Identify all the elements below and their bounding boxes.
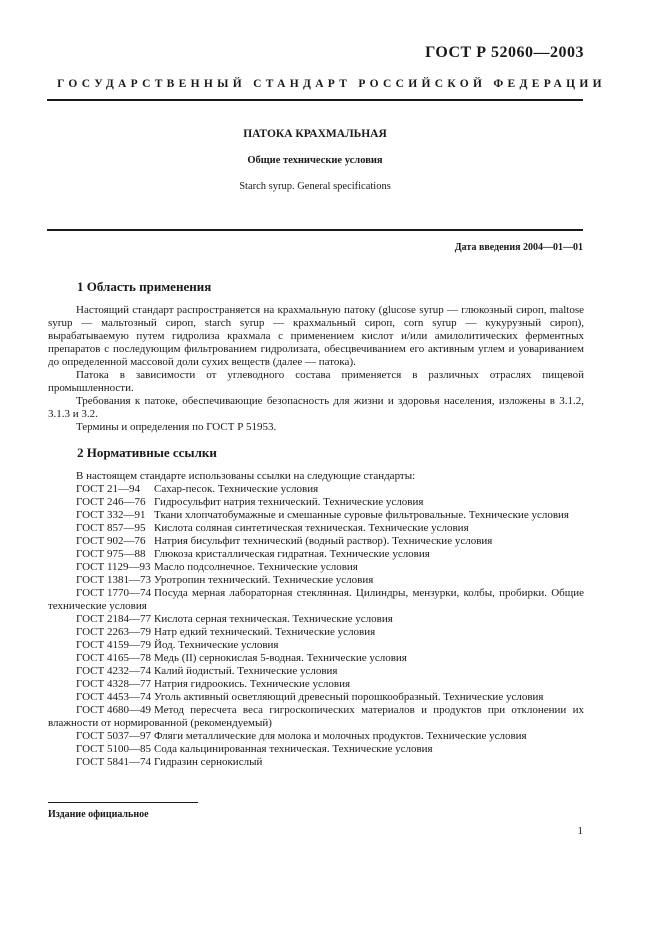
reference-item	[48, 509, 584, 522]
reference-item	[48, 652, 584, 665]
section-2-heading: 2 Нормативные ссылки	[77, 445, 217, 460]
reference-title: Масло подсолнечное. Технические условия	[154, 561, 358, 573]
paragraph: Патока в зависимости от углеводного состава применяется в различных отраслях пищевой промышленности.	[48, 369, 584, 394]
reference-item	[48, 535, 584, 548]
reference-code: ГОСТ 975—88	[76, 548, 146, 560]
page-number: 1	[577, 825, 583, 837]
reference-code: ГОСТ 5841—74	[76, 756, 151, 768]
reference-code: ГОСТ 1381—73	[76, 574, 151, 586]
reference-code: ГОСТ 5037—97	[76, 730, 151, 742]
reference-code: ГОСТ 4328—77	[76, 678, 151, 690]
reference-code: ГОСТ 21—94	[76, 483, 140, 495]
reference-item	[48, 522, 584, 535]
reference-title: Гидразин сернокислый	[154, 756, 263, 768]
reference-item	[48, 561, 584, 574]
reference-title: Натрия бисульфит технический (водный раствор). Технические условия	[154, 535, 493, 547]
reference-code: ГОСТ 4165—78	[76, 652, 151, 664]
reference-code: ГОСТ 2263—79	[76, 626, 151, 638]
reference-title: Сахар-песок. Технические условия	[154, 483, 319, 495]
header-rule	[47, 99, 583, 101]
reference-item	[48, 704, 584, 730]
reference-title: Йод. Технические условия	[154, 639, 279, 651]
reference-item	[48, 626, 584, 639]
reference-title: Глюкоза кристаллическая гидратная. Технические условия	[154, 548, 430, 560]
reference-code: ГОСТ 246—76	[76, 496, 146, 508]
reference-code: ГОСТ 4680—49	[76, 704, 151, 716]
intro-date: Дата введения 2004—01—01	[454, 242, 583, 253]
reference-item	[48, 548, 584, 561]
reference-code: ГОСТ 2184—77	[76, 613, 151, 625]
reference-code: ГОСТ 1129—93	[76, 561, 151, 573]
footer-rule	[48, 802, 198, 803]
document-subtitle: Общие технические условия	[247, 155, 383, 166]
references-intro: В настоящем стандарте использованы ссылки на следующие стандарты:	[76, 470, 416, 482]
paragraph: Требования к патоке, обеспечивающие безопасность для жизни и здоровья населения, изложены в 3.1.2, 3.1.3 и 3.2.	[48, 395, 584, 420]
reference-title: Натр едкий технический. Технические условия	[154, 626, 376, 638]
reference-title: Кислота серная техническая. Технические условия	[154, 613, 393, 625]
reference-item	[48, 587, 584, 613]
paragraph: Настоящий стандарт распространяется на крахмальную патоку (glucose syrup — глюкозный сироп, maltose syrup — мальтозный сироп, starch syrup — крахмальный сироп, corn syrup — кукурузный сироп), вырабатываемую путем гидролиза крахмала с применением кислот и/или амилолитических ферментных препаратов с последующим фильтрованием гидролизата, обесцвечиванием его активным углем и уовариванием до определенной массовой доли сухих веществ (далее — патока).	[48, 304, 584, 368]
reference-title: Метод пересчета веса гигроскопических материалов и продуктов при отклонении их влажности от нормированной (рекомендуемый)	[48, 704, 584, 729]
reference-title: Сода кальцинированная техническая. Технические условия	[154, 743, 433, 755]
reference-item	[48, 691, 584, 704]
reference-code: ГОСТ 4232—74	[76, 665, 151, 677]
reference-code: ГОСТ 1770—74	[76, 587, 151, 599]
reference-title: Посуда мерная лабораторная стеклянная. Цилиндры, мензурки, колбы, пробирки. Общие технические условия	[48, 587, 584, 612]
reference-code: ГОСТ 332—91	[76, 509, 146, 521]
reference-title: Натрия гидроокись. Технические условия	[154, 678, 351, 690]
reference-title: Фляги металлические для молока и молочных продуктов. Технические условия	[154, 730, 527, 742]
document-title: ПАТОКА КРАХМАЛЬНАЯ	[243, 128, 387, 140]
reference-title: Гидросульфит натрия технический. Технические условия	[154, 496, 424, 508]
reference-item	[48, 483, 584, 496]
references-list	[48, 470, 584, 769]
english-title: Starch syrup. General specifications	[239, 181, 391, 192]
reference-item	[48, 613, 584, 626]
reference-code: ГОСТ 902—76	[76, 535, 146, 547]
reference-title: Калий йодистый. Технические условия	[154, 665, 338, 677]
reference-code: ГОСТ 4453—74	[76, 691, 151, 703]
paragraph: Термины и определения по ГОСТ Р 51953.	[76, 421, 277, 433]
reference-title: Уголь активный осветляющий древесный порошкообразный. Технические условия	[154, 691, 544, 703]
reference-title: Уротропин технический. Технические условия	[154, 574, 374, 586]
reference-title: Кислота соляная синтетическая техническая. Технические условия	[154, 522, 469, 534]
section-1-heading: 1 Область применения	[77, 279, 212, 294]
section-1-body	[48, 304, 584, 434]
gost-number: ГОСТ Р 52060—2003	[425, 44, 584, 61]
reference-item	[48, 756, 584, 769]
reference-item	[48, 678, 584, 691]
reference-item	[48, 639, 584, 652]
reference-title: Медь (II) сернокислая 5-водная. Технические условия	[154, 652, 407, 664]
title-rule	[47, 229, 583, 231]
reference-title: Ткани хлопчатобумажные и смешанные суровые фильтровальные. Технические условия	[154, 509, 569, 521]
reference-item	[48, 574, 584, 587]
reference-code: ГОСТ 4159—79	[76, 639, 151, 651]
reference-item	[48, 743, 584, 756]
reference-item	[48, 730, 584, 743]
official-edition-label: Издание официальное	[48, 809, 149, 820]
reference-code: ГОСТ 5100—85	[76, 743, 151, 755]
reference-code: ГОСТ 857—95	[76, 522, 146, 534]
reference-item	[48, 496, 584, 509]
state-standard-header: ГОСУДАРСТВЕННЫЙ СТАНДАРТ РОССИЙСКОЙ ФЕДЕРАЦИИ	[57, 78, 606, 90]
reference-item	[48, 665, 584, 678]
